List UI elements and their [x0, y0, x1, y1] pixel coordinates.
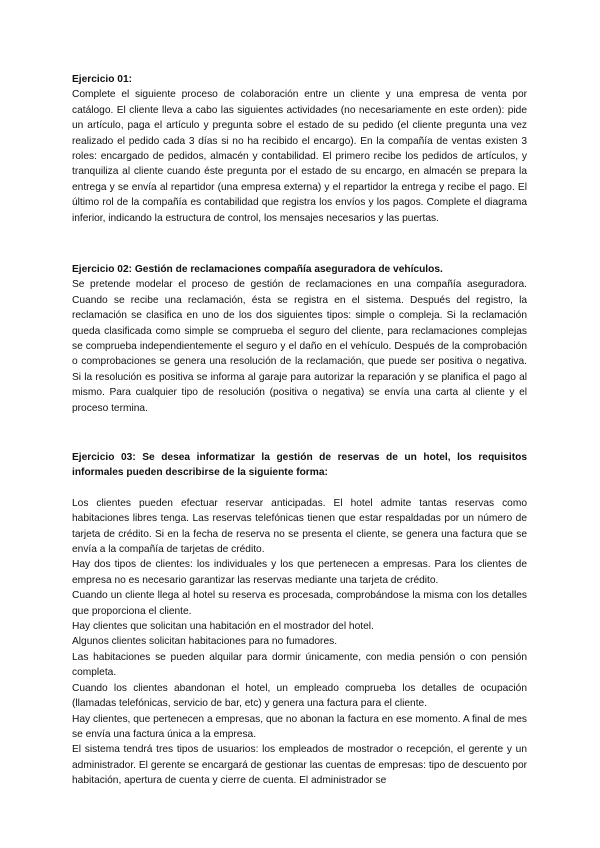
exercise-03-paragraph: Algunos clientes solicitan habitaciones para no fumadores. — [72, 636, 338, 648]
spacer — [72, 481, 527, 496]
exercise-01 — [72, 72, 527, 226]
exercise-01-body: Complete el siguiente proceso de colaboración entre un cliente y una empresa de venta por catálogo. El cliente lleva a cabo las siguientes actividades (no necesariamente en este orden): pide un artículo, paga el artículo y pregunta sobre el estado de su pedido (el cliente pregunta una vez realizado el pedido cada 3 días si no ha recibido el encargo). En la compañía de ventas existen 3 roles: encargado de pedidos, almacén y contabilidad. El primero recibe los pedidos de artículos, y tranquiliza al cliente cuando éste pregunta por el estado de su encargo, en almacén se prepara la entrega y se envía al repartidor (una empresa externa) y el repartidor la entrega y recibe el pago. El último rol de la compañía es contabilidad que registra los envíos y los pagos. Complete el diagrama inferior, indicando la estructura de control, los mensajes necesarios y las puertas. — [72, 89, 527, 224]
exercise-02 — [72, 262, 527, 416]
exercise-03-paragraph: Las habitaciones se pueden alquilar para dormir únicamente, con media pensión o con pensión completa. — [72, 651, 527, 679]
exercise-03-paragraph: Hay dos tipos de clientes: los individuales y los que pertenecen a empresas. Para los clientes de empresa no es necesario garantizar las reservas mediante una tarjeta de crédito. — [72, 559, 527, 586]
exercise-03 — [72, 450, 527, 789]
exercise-03-paragraph: Los clientes pueden efectuar reservar anticipadas. El hotel admite tantas reservas como habitaciones libres tenga. Las reservas telefónicas tienen que estar respaldadas por un número de tarjeta de crédito. Si en la fecha de reserva no se presenta el cliente, se genera una factura que se envía a la compañía de tarjetas de crédito. — [72, 497, 527, 556]
exercise-01-title: Ejercicio 01: — [72, 74, 133, 85]
exercise-03-paragraph: Hay clientes, que pertenecen a empresas, que no abonan la factura en ese momento. A final de mes se envía una factura única a la empresa. — [72, 713, 527, 740]
exercise-03-paragraph: El sistema tendrá tres tipos de usuarios: los empleados de mostrador o recepción, el gerente y un administrador. El gerente se encargará de gestionar las cuentas de empresas: tipo de descuento por habitación, apertura de cuenta y cierre de cuenta. El administrador se — [72, 744, 527, 787]
exercise-02-body: Se pretende modelar el proceso de gestión de reclamaciones en una compañía aseguradora. Cuando se recibe una reclamación, ésta se registra en el sistema. Después del registro, la reclamación se clasifica en uno de los dos siguientes tipos: simple o compleja. Si la reclamación queda clasificada como simple se comprueba el seguro del cliente, para reclamaciones complejas se comprueba independientemente el seguro y el daño en el vehículo. Después de la comprobación o comprobaciones se genera una resolución de la reclamación, que puede ser positiva o negativa. Si la resolución es positiva se informa al garaje para autorizar la reparación y se planifica el pago al mismo. Para cualquier tipo de resolución (positiva o negativa) se envía una carta al cliente y el proceso termina. — [72, 279, 527, 414]
exercise-03-paragraph: Cuando un cliente llega al hotel su reserva es procesada, comprobándose la misma con los detalles que proporciona el cliente. — [72, 590, 527, 617]
exercise-03-paragraph: Cuando los clientes abandonan el hotel, un empleado comprueba los detalles de ocupación (llamadas telefónicas, servicio de bar, etc) y genera una factura para el cliente. — [72, 682, 527, 710]
exercise-03-paragraph: Hay clientes que solicitan una habitación en el mostrador del hotel. — [72, 621, 374, 633]
exercise-03-title: Ejercicio 03: Se desea informatizar la gestión de reservas de un hotel, los requisitos informales pueden describirse de la siguiente forma: — [72, 452, 527, 479]
exercise-02-title: Ejercicio 02: Gestión de reclamaciones compañía aseguradora de vehículos. — [72, 264, 443, 275]
